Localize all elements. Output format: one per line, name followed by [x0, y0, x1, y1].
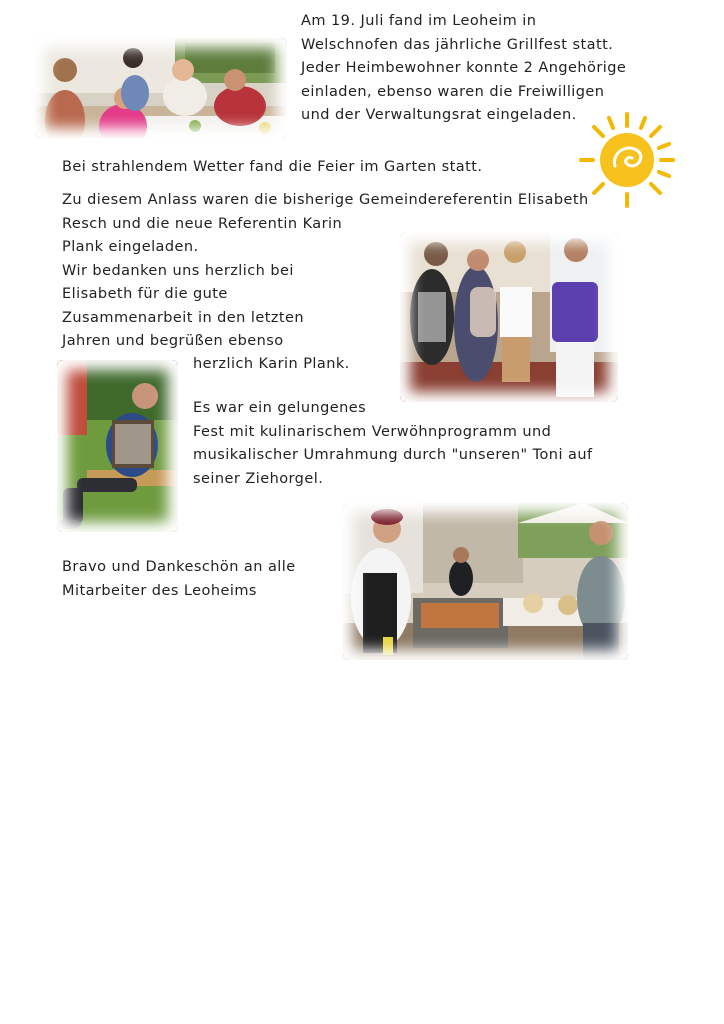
guests-line: Elisabeth für die gute: [62, 286, 228, 302]
photo-accordion-player: [57, 360, 178, 532]
intro-line: Welschnofen das jährliche Grillfest statt.: [301, 36, 614, 53]
fest-line: Es war ein gelungenes: [193, 400, 367, 416]
guests-line: Resch und die neue Referentin Karin: [62, 215, 343, 232]
intro-line: einladen, ebenso waren die Freiwilligen: [301, 83, 605, 100]
thanks-paragraph: [62, 556, 296, 603]
guests-closing: herzlich Karin Plank.: [193, 356, 350, 372]
photo-buffet-grill: [343, 503, 628, 660]
fest-line: Fest mit kulinarischem Verwöhnprogramm und: [193, 423, 552, 440]
guests-line: Plank eingeladen.: [62, 239, 199, 255]
guests-line: Wir bedanken uns herzlich bei: [62, 262, 294, 279]
photo-residents-table: [35, 38, 287, 138]
fest-line: seiner Ziehorgel.: [193, 470, 324, 487]
thanks-line: Mitarbeiter des Leoheims: [62, 582, 257, 599]
intro-line: Am 19. Juli fand im Leoheim in: [301, 13, 537, 29]
sun-icon: [577, 110, 677, 210]
weather-line: Bei strahlendem Wetter fand die Feier im Garten statt.: [62, 159, 483, 175]
intro-line: Jeder Heimbewohner konnte 2 Angehörige: [301, 60, 627, 76]
fest-paragraph: [193, 397, 593, 491]
guests-line: Zu diesem Anlass waren die bisherige Gemeindereferentin Elisabeth: [62, 192, 589, 208]
guests-line: Jahren und begrüßen ebenso: [62, 333, 284, 349]
guests-line: Zusammenarbeit in den letzten: [62, 309, 305, 326]
photo-four-women: [400, 232, 618, 402]
thanks-line: Bravo und Dankeschön an alle: [62, 559, 296, 575]
intro-line: und der Verwaltungsrat eingeladen.: [301, 107, 577, 123]
fest-line: musikalischer Umrahmung durch "unseren" Toni auf: [193, 447, 593, 463]
